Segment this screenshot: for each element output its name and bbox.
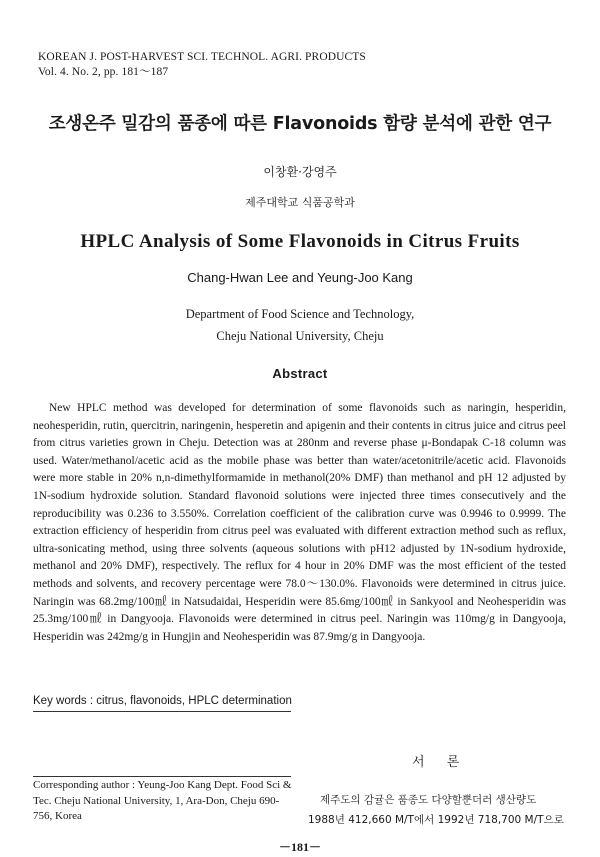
korean-authors: 이창환·강영주 <box>263 165 337 179</box>
keywords: Key words : citrus, flavonoids, HPLC determination <box>33 695 292 707</box>
intro-line-2: 1988년 412,660 M/T에서 1992년 718,700 M/T으로 <box>308 814 564 826</box>
department-line-1: Department of Food Science and Technology, <box>185 307 415 321</box>
abstract-text: New HPLC method was developed for determination of some flavonoids such as naringin, hesperidin, neohesperidin, rutin, quercitrin, naringenin, hesperetin and apigenin and their contents in citrus juice and citrus peel from citrus varieties grown in Cheju. Detection was at 280nm and reverse phase μ-Bondapak C-18 column was used. Water/methanol/acetic acid as the mobile phase was better than water/acetonitrile/acetic acid. Flavonoids were more stable in 20% n,n-dimethylformamide in methanol(20% DMF) than methanol and pH 12 adjusted by 1N-sodium hydroxide solution. Standard flavonoid solutions were injected three times consecutively and the reproducibility was 0.236 to 3.550%. Correlation coefficient of the calibration curve was 0.9946 to 0.9999. The extraction efficiency of hesperidin from citrus peel was evaluated with different extraction method such as reflux, ultra-sonicating method, using three solvents (aqueous solutions with pH12 adjusted by 1N-sodium hydroxide, methanol and 20% DMF), respectively. The reflux for 4 hour in 20% DMF was the most efficient of the tested methods and solvents, and recovery percentage were 78.0～130.0%. Flavonoids were determined in citrus juice. Naringin was 68.2mg/100㎖ in Natsudaidai, Hesperidin were 85.6mg/100㎖ in Sankyool and Neohesperidin was 25.3mg/100㎖ in Dangyooja. Flavonoids were determined in citrus peel. Naringin was 110mg/g in Dangyooja, Hesperidin was 242mg/g in Hungjin and Neohesperidin was 87.9mg/g in Dangyooja. <box>33 402 566 643</box>
introduction-text <box>308 790 568 830</box>
journal-volume: Vol. 4. No. 2, pp. 181～187 <box>38 66 169 78</box>
intro-line-1: 제주도의 감귤은 품종도 다양할뿐더러 생산량도 <box>320 794 537 806</box>
korean-title: 조생온주 밀감의 품종에 따른 Flavonoids 함량 분석에 관한 연구 <box>48 114 552 134</box>
corresponding-author-footnote: Corresponding author : Yeung-Joo Kang Dept. Food Sci & Tec. Cheju National University, 1, Ara-Don, Cheju 690-756, Korea <box>33 779 292 822</box>
keywords-rule <box>33 711 291 712</box>
department-line-2: Cheju National University, Cheju <box>216 329 384 343</box>
korean-affiliation: 제주대학교 식품공학과 <box>245 196 355 209</box>
journal-name: KOREAN J. POST-HARVEST SCI. TECHNOL. AGRI. PRODUCTS <box>38 51 366 63</box>
abstract-body <box>33 400 566 646</box>
english-title: HPLC Analysis of Some Flavonoids in Citrus Fruits <box>80 231 520 252</box>
department-block <box>0 303 600 347</box>
section-heading-introduction: 서 론 <box>412 755 460 770</box>
page-number: －181－ <box>278 840 321 854</box>
journal-header <box>38 50 366 80</box>
footnote-rule <box>33 776 291 777</box>
english-authors: Chang-Hwan Lee and Yeung-Joo Kang <box>187 270 413 285</box>
abstract-heading: Abstract <box>272 366 328 381</box>
